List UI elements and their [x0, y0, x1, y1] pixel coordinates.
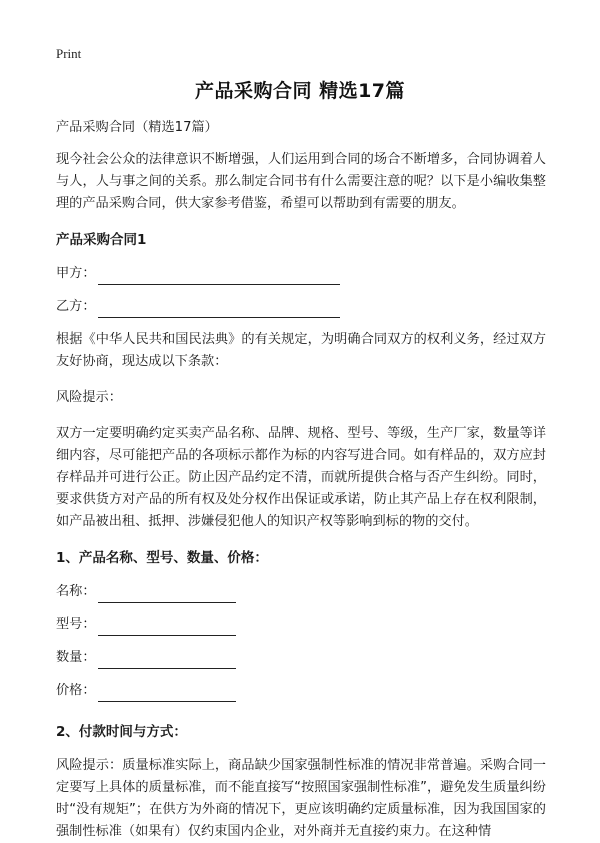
name-blank — [98, 585, 236, 603]
party-b-row — [56, 296, 546, 318]
quantity-label: 数量： — [56, 650, 96, 665]
basis-paragraph: 根据《中华人民共和国民法典》的有关规定，为明确合同双方的权利义务，经过双方友好协商，现达成以下条款： — [56, 332, 546, 369]
page-title: 产品采购合同 精选17篇 — [194, 80, 406, 102]
price-label: 价格： — [56, 683, 96, 698]
party-a-blank — [98, 267, 340, 285]
contract-heading: 产品采购合同1 — [56, 232, 147, 248]
model-blank — [98, 618, 236, 636]
price-blank — [98, 684, 236, 702]
party-a-row — [56, 263, 546, 285]
party-b-label: 乙方： — [56, 299, 96, 314]
party-a-label: 甲方： — [56, 266, 96, 281]
document-body — [56, 117, 546, 843]
document-subtitle: 产品采购合同（精选17篇） — [56, 120, 218, 135]
intro-paragraph: 现今社会公众的法律意识不断增强，人们运用到合同的场合不断增多，合同协调着人与人，人与事之间的关系。那么制定合同书有什么需要注意的呢？以下是小编收集整理的产品采购合同，供大家参考借鉴，希望可以帮助到有需要的朋友。 — [56, 152, 546, 211]
name-label: 名称： — [56, 584, 96, 599]
name-row — [56, 581, 546, 603]
quantity-row — [56, 647, 546, 669]
risk-label: 风险提示： — [56, 390, 122, 405]
party-b-blank — [98, 300, 340, 318]
section-1-heading: 1、产品名称、型号、数量、价格： — [56, 550, 268, 566]
price-row — [56, 680, 546, 702]
risk-paragraph-2: 风险提示：质量标准实际上，商品缺少国家强制性标准的情况非常普遍。采购合同一定要写上具体的质量标准，而不能直接写“按照国家强制性标准”，避免发生质量纠纷时“没有规矩”；在供方为外商的情况下，更应该明确约定质量标准，因为我国国家的强制性标准（如果有）仅约束国内企业，对外商并无直接约束力。在这种情 — [56, 758, 546, 839]
model-label: 型号： — [56, 617, 96, 632]
quantity-blank — [98, 651, 236, 669]
print-link[interactable]: Print — [56, 46, 82, 61]
model-row — [56, 614, 546, 636]
section-2-heading: 2、付款时间与方式： — [56, 724, 187, 740]
risk-paragraph: 双方一定要明确约定买卖产品名称、品牌、规格、型号、等级，生产厂家，数量等详细内容，尽可能把产品的各项标示都作为标的内容写进合同。如有样品的，双方应封存样品并可进行公正。防止因产品约定不清，而就所提供合格与否产生纠纷。同时，要求供货方对产品的所有权及处分权作出保证或承诺，防止其产品上存在权利限制，如产品被出租、抵押、涉嫌侵犯他人的知识产权等影响到标的物的交付。 — [56, 426, 546, 529]
